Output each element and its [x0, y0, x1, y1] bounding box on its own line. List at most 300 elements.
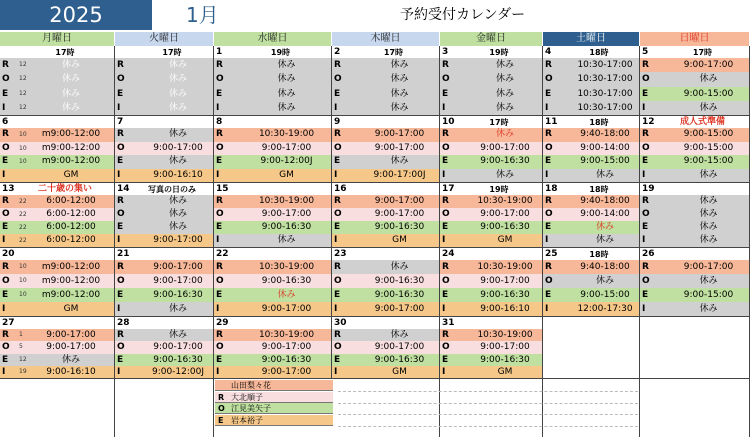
slot-row[interactable] [640, 155, 749, 169]
slot-row[interactable] [440, 329, 542, 341]
slot-time: 休み [699, 276, 718, 286]
day-cell[interactable] [115, 116, 214, 183]
staff-letter: I [442, 235, 446, 245]
day-cell[interactable] [332, 46, 440, 116]
slot-row[interactable] [0, 234, 114, 247]
day-cell[interactable] [115, 46, 214, 116]
day-note: 18時 [589, 185, 609, 194]
staff-letter: O [117, 142, 125, 153]
slot-row[interactable] [640, 195, 749, 208]
staff-letter: O [442, 342, 450, 353]
day-cell[interactable] [543, 317, 640, 379]
slot-row[interactable] [214, 260, 331, 274]
slot-row[interactable] [332, 58, 439, 72]
slot-time: 6:00-12:00 [46, 196, 96, 206]
slot-time: 休み [168, 102, 187, 113]
staff-letter: I [117, 102, 121, 113]
slot-time: 休み [699, 169, 718, 180]
staff-letter: I [642, 235, 646, 245]
slot-time: 9:00-17:00 [374, 196, 425, 206]
day-cell[interactable] [440, 183, 543, 248]
slot-time: 休み [168, 304, 187, 314]
day-note: 18時 [589, 250, 609, 259]
slot-row[interactable] [115, 87, 213, 101]
slot-row[interactable] [115, 341, 213, 353]
slot-row[interactable] [0, 208, 114, 221]
day-cell[interactable] [214, 317, 332, 379]
day-cell[interactable] [640, 46, 750, 116]
slot-row[interactable] [440, 72, 542, 86]
slot-row[interactable] [640, 221, 749, 234]
day-cell[interactable] [0, 248, 115, 317]
staff-letter: I [545, 102, 549, 113]
day-number: 15 [216, 184, 229, 194]
day-note: 18時 [589, 118, 609, 127]
day-cell[interactable] [332, 183, 440, 248]
staff-letter: O [642, 209, 650, 219]
staff-letter: E [642, 290, 649, 300]
slot-row[interactable] [543, 142, 639, 156]
staff-letter: E [117, 290, 124, 300]
slot-row[interactable] [640, 274, 749, 288]
staff-letter: R [334, 196, 341, 206]
slot-row[interactable] [0, 87, 114, 101]
slot-row[interactable] [332, 366, 439, 378]
slot-row[interactable] [640, 302, 749, 316]
slot-time: 9:00-14:00 [580, 142, 630, 153]
day-cell[interactable] [214, 183, 332, 248]
staff-letter: I [216, 169, 220, 180]
slot-row[interactable] [332, 142, 439, 156]
day-cell[interactable] [640, 183, 750, 248]
slot-row[interactable] [332, 274, 439, 288]
slot-row[interactable] [115, 142, 213, 156]
slot-row[interactable] [0, 341, 114, 353]
staff-letter: I [334, 304, 338, 314]
slot-row[interactable] [440, 221, 542, 234]
slot-row[interactable] [115, 101, 213, 115]
slot-count: 19 [19, 367, 27, 375]
slot-count: 10 [19, 291, 27, 298]
slot-row[interactable] [440, 288, 542, 302]
day-cell[interactable] [543, 46, 640, 116]
slot-row[interactable] [115, 366, 213, 378]
staff-letter: O [117, 209, 125, 219]
slot-row[interactable] [115, 260, 213, 274]
day-cell[interactable] [332, 317, 440, 379]
slot-row[interactable] [440, 260, 542, 274]
day-note: 19時 [489, 185, 509, 194]
slot-row[interactable] [115, 234, 213, 247]
slot-time: 9:40-18:00 [580, 262, 630, 272]
slot-time: 9:00-16:30 [374, 354, 425, 365]
slot-row[interactable] [115, 169, 213, 183]
slot-time: 9:00-17:00 [480, 209, 530, 219]
slot-row[interactable] [640, 101, 749, 115]
day-note: 17時 [55, 48, 75, 57]
day-number: 2 [334, 47, 341, 57]
staff-letter: E [642, 156, 649, 166]
slot-row[interactable] [640, 87, 749, 101]
staff-letter: E [545, 290, 552, 300]
slot-time: 休み [595, 222, 614, 232]
day-number: 4 [545, 47, 552, 57]
slot-row[interactable] [0, 274, 114, 288]
slot-time: 休み [168, 74, 187, 85]
slot-row[interactable] [332, 288, 439, 302]
staff-letter: R [442, 60, 449, 70]
slot-time: GM [392, 235, 407, 245]
staff-letter: E [334, 88, 341, 99]
day-cell[interactable] [332, 116, 440, 183]
slot-row[interactable] [214, 341, 331, 353]
slot-time: 9:00-15:00 [683, 129, 734, 139]
slot-row[interactable] [543, 260, 639, 274]
day-cell[interactable] [543, 116, 640, 183]
empty-cell [640, 379, 750, 437]
slot-row[interactable] [0, 260, 114, 274]
slot-row[interactable] [0, 288, 114, 302]
slot-row[interactable] [543, 208, 639, 221]
slot-row[interactable] [640, 72, 749, 86]
slot-row[interactable] [440, 58, 542, 72]
staff-letter: R [642, 196, 649, 206]
slot-row[interactable] [543, 274, 639, 288]
slot-row[interactable] [214, 87, 331, 101]
slot-time: 10:30-19:00 [258, 196, 315, 206]
slot-row[interactable] [115, 354, 213, 366]
slot-row[interactable] [543, 195, 639, 208]
day-cell[interactable] [214, 116, 332, 183]
slot-row[interactable] [440, 169, 542, 183]
slot-time: m9:00-12:00 [41, 142, 101, 153]
slot-time: 9:00-17:00 [261, 209, 312, 219]
slot-row[interactable] [332, 329, 439, 341]
day-number: 3 [442, 47, 449, 57]
staff-letter: I [545, 235, 549, 245]
day-number: 26 [642, 249, 655, 259]
slot-row[interactable] [0, 221, 114, 234]
slot-row[interactable] [0, 142, 114, 156]
slot-row[interactable] [214, 72, 331, 86]
slot-time: 9:00-17:00 [374, 129, 425, 139]
slot-time: 休み [61, 74, 80, 85]
slot-row[interactable] [0, 101, 114, 115]
slot-row[interactable] [440, 155, 542, 169]
slot-row[interactable] [440, 128, 542, 142]
slot-time: 6:00-12:00 [46, 222, 96, 232]
slot-row[interactable] [440, 274, 542, 288]
slot-row[interactable] [640, 288, 749, 302]
slot-row[interactable] [543, 101, 639, 115]
slot-row[interactable] [214, 221, 331, 234]
divider [338, 414, 638, 415]
slot-row[interactable] [115, 302, 213, 316]
day-cell[interactable] [115, 317, 214, 379]
slot-time: m9:00-12:00 [41, 262, 101, 272]
slot-row[interactable] [115, 128, 213, 142]
day-cell[interactable] [640, 317, 750, 379]
staff-letter: O [442, 209, 450, 219]
slot-row[interactable] [543, 288, 639, 302]
staff-letter: I [442, 366, 446, 377]
slot-time: 9:40-18:00 [580, 129, 630, 139]
slot-time: 10:30-19:00 [258, 262, 315, 272]
slot-row[interactable] [543, 302, 639, 316]
staff-letter: R [2, 129, 9, 139]
slot-row[interactable] [640, 58, 749, 72]
slot-row[interactable] [440, 234, 542, 247]
slot-row[interactable] [214, 195, 331, 208]
staff-letter: E [216, 88, 223, 99]
slot-time: 休み [595, 235, 614, 245]
slot-row[interactable] [332, 260, 439, 274]
slot-row[interactable] [543, 169, 639, 183]
slot-row[interactable] [332, 101, 439, 115]
slot-row[interactable] [0, 58, 114, 72]
slot-count: 12 [19, 61, 27, 68]
slot-time: 9:00-17:00 [480, 142, 530, 153]
slot-time: 9:00-17:00 [374, 209, 425, 219]
slot-row[interactable] [640, 234, 749, 247]
slot-row[interactable] [214, 155, 331, 169]
slot-count: 1 [19, 331, 23, 338]
slot-row[interactable] [115, 208, 213, 221]
slot-row[interactable] [332, 72, 439, 86]
staff-letter: I [545, 304, 549, 314]
slot-row[interactable] [640, 169, 749, 183]
staff-letter: E [216, 222, 223, 232]
slot-row[interactable] [440, 354, 542, 366]
slot-row[interactable] [214, 354, 331, 366]
day-cell[interactable] [440, 248, 543, 317]
slot-time: 休み [495, 74, 514, 85]
slot-row[interactable] [440, 366, 542, 378]
day-note: 19時 [489, 48, 509, 57]
day-cell[interactable] [440, 116, 543, 183]
slot-row[interactable] [115, 58, 213, 72]
day-cell[interactable] [115, 183, 214, 248]
day-number: 18 [545, 184, 558, 194]
staff-letter: E [334, 354, 341, 365]
slot-time: 9:00-16:30 [374, 276, 425, 286]
slot-row[interactable] [115, 274, 213, 288]
slot-time: 9:00-16:30 [480, 354, 530, 365]
slot-time: 休み [390, 60, 409, 70]
slot-row[interactable] [640, 260, 749, 274]
slot-row[interactable] [0, 354, 114, 366]
slot-row[interactable] [332, 195, 439, 208]
slot-row[interactable] [332, 128, 439, 142]
slot-time: m9:00-12:00 [41, 276, 101, 286]
slot-time: 休み [390, 74, 409, 85]
slot-row[interactable] [332, 87, 439, 101]
slot-time: 休み [168, 196, 187, 206]
staff-letter: R [216, 262, 223, 272]
day-number: 12 [642, 117, 655, 127]
slot-row[interactable] [214, 58, 331, 72]
slot-row[interactable] [332, 302, 439, 316]
slot-row[interactable] [115, 288, 213, 302]
slot-row[interactable] [543, 128, 639, 142]
slot-time: 10:30-19:00 [477, 330, 533, 340]
slot-row[interactable] [440, 142, 542, 156]
slot-row[interactable] [214, 169, 331, 183]
empty-cell [332, 379, 440, 437]
slot-time: 休み [495, 169, 514, 180]
slot-row[interactable] [440, 302, 542, 316]
staff-letter: O [216, 74, 224, 85]
slot-row[interactable] [214, 101, 331, 115]
slot-time: 6:00-12:00 [46, 209, 96, 219]
slot-row[interactable] [0, 155, 114, 169]
slot-row[interactable] [440, 87, 542, 101]
slot-row[interactable] [214, 366, 331, 378]
staff-letter: O [334, 342, 342, 353]
day-cell[interactable] [0, 183, 115, 248]
slot-row[interactable] [543, 58, 639, 72]
day-cell[interactable] [214, 46, 332, 116]
slot-row[interactable] [332, 234, 439, 247]
staff-letter: I [334, 102, 338, 113]
slot-row[interactable] [0, 329, 114, 341]
staff-letter: R [216, 330, 223, 340]
slot-row[interactable] [115, 329, 213, 341]
slot-time: GM [63, 169, 79, 180]
month-label: 1月 [186, 3, 219, 27]
slot-row[interactable] [115, 72, 213, 86]
slot-time: 9:00-12:00J [151, 366, 205, 377]
staff-letter: I [2, 235, 6, 245]
slot-row[interactable] [332, 169, 439, 183]
slot-row[interactable] [440, 101, 542, 115]
slot-row[interactable] [214, 302, 331, 316]
day-cell[interactable] [0, 317, 115, 379]
day-cell[interactable] [640, 116, 750, 183]
slot-time: 休み [495, 60, 514, 70]
slot-row[interactable] [440, 208, 542, 221]
staff-letter: O [2, 142, 10, 153]
slot-row[interactable] [214, 288, 331, 302]
slot-time: 休み [168, 129, 187, 139]
slot-count: 12 [19, 89, 27, 97]
slot-row[interactable] [0, 128, 114, 142]
staff-letter: R [334, 60, 341, 70]
day-cell[interactable] [543, 183, 640, 248]
slot-row[interactable] [214, 329, 331, 341]
staff-letter: R [442, 196, 449, 206]
slot-row[interactable] [543, 234, 639, 247]
slot-time: 休み [390, 156, 409, 166]
slot-row[interactable] [440, 341, 542, 353]
day-cell[interactable] [640, 248, 750, 317]
staff-letter: I [216, 235, 220, 245]
staff-letter: O [545, 142, 553, 153]
year-label: 2025 [0, 0, 152, 30]
staff-letter: E [2, 290, 9, 300]
slot-row[interactable] [115, 155, 213, 169]
slot-count: 22 [19, 198, 27, 205]
legend-name: 江見美矢子 [231, 404, 271, 413]
slot-row[interactable] [0, 169, 114, 183]
slot-row[interactable] [214, 128, 331, 142]
slot-row[interactable] [640, 208, 749, 221]
slot-row[interactable] [332, 208, 439, 221]
slot-time: 休み [61, 354, 80, 365]
slot-row[interactable] [640, 142, 749, 156]
slot-row[interactable] [0, 366, 114, 378]
slot-row[interactable] [640, 128, 749, 142]
slot-row[interactable] [214, 234, 331, 247]
slot-time: 休み [699, 235, 718, 245]
slot-row[interactable] [332, 221, 439, 234]
day-cell[interactable] [0, 116, 115, 183]
staff-letter: O [216, 276, 224, 286]
day-cell[interactable] [332, 248, 440, 317]
slot-row[interactable] [440, 195, 542, 208]
slot-row[interactable] [0, 72, 114, 86]
slot-time: 休み [277, 235, 296, 245]
slot-row[interactable] [332, 354, 439, 366]
slot-time: 休み [390, 102, 409, 113]
weekday-header: 月曜日 [0, 32, 115, 46]
slot-row[interactable] [0, 302, 114, 316]
staff-letter: I [442, 102, 446, 113]
slot-row[interactable] [543, 155, 639, 169]
day-cell[interactable] [0, 46, 115, 116]
slot-row[interactable] [115, 195, 213, 208]
slot-time: 9:00-16:30 [374, 290, 425, 300]
day-cell[interactable] [115, 248, 214, 317]
staff-letter: R [117, 262, 124, 272]
day-cell[interactable] [440, 46, 543, 116]
staff-letter: R [117, 60, 124, 70]
day-cell[interactable] [440, 317, 543, 379]
slot-row[interactable] [332, 155, 439, 169]
day-note: 17時 [692, 48, 713, 57]
slot-row[interactable] [543, 221, 639, 234]
staff-letter: I [334, 235, 338, 245]
slot-row[interactable] [214, 208, 331, 221]
slot-row[interactable] [214, 274, 331, 288]
slot-row[interactable] [0, 195, 114, 208]
staff-letter: I [334, 169, 338, 180]
weekday-header: 木曜日 [332, 32, 440, 46]
slot-row[interactable] [332, 341, 439, 353]
slot-time: 9:00-17:00 [46, 342, 96, 353]
day-number: 8 [216, 117, 223, 127]
slot-row[interactable] [115, 221, 213, 234]
staff-letter: I [334, 366, 338, 377]
slot-row[interactable] [543, 87, 639, 101]
slot-row[interactable] [543, 72, 639, 86]
slot-time: 休み [595, 169, 614, 180]
staff-letter: I [642, 304, 646, 314]
slot-time: 休み [61, 88, 80, 99]
day-cell[interactable] [214, 248, 332, 317]
slot-time: 休み [277, 102, 296, 113]
day-cell[interactable] [543, 248, 640, 317]
staff-letter: I [216, 102, 220, 113]
slot-row[interactable] [214, 142, 331, 156]
slot-time: 9:00-16:10 [153, 169, 203, 180]
slot-time: 9:00-16:30 [261, 276, 312, 286]
slot-time: 休み [168, 156, 187, 166]
staff-letter: E [642, 88, 649, 99]
staff-letter: I [117, 169, 121, 180]
legend-row [215, 403, 333, 414]
day-note: 19時 [270, 48, 291, 57]
